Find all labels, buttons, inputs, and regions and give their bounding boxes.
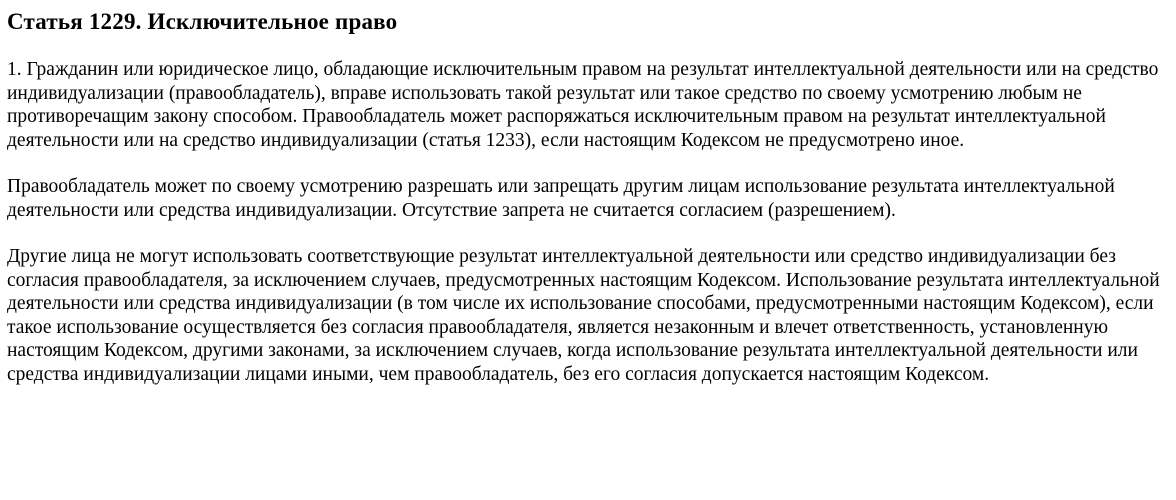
article-paragraph-1: 1. Гражданин или юридическое лицо, обладающие исключительным правом на результат интеллектуальной деятельности или на средство индивидуализации (правообладатель), вправе использовать такой результат или такое средство по своему усмотрению любым не противоречащим закону способом. Правообладатель может распоряжаться исключительным правом на результат интеллектуальной деятельности или на средство индивидуализации (статья 1233), если настоящим Кодексом не предусмотрено иное. — [7, 59, 1159, 151]
article-title: Статья 1229. Исключительное право — [7, 9, 398, 34]
article-paragraph-2: Правообладатель может по своему усмотрению разрешать или запрещать другим лицам использование результата интеллектуальной деятельности или средства индивидуализации. Отсутствие запрета не считается согласием (разрешением). — [7, 176, 1115, 221]
article-paragraph-3: Другие лица не могут использовать соответствующие результат интеллектуальной деятельности или средство индивидуализации без согласия правообладателя, за исключением случаев, предусмотренных настоящим Кодексом. Использование результата интеллектуальной деятельности или средства индивидуализации (в том числе их использование способами, предусмотренными настоящим Кодексом), если такое использование осуществляется без согласия правообладателя, является незаконным и влечет ответственность, установленную настоящим Кодексом, другими законами, за исключением случаев, когда использование результата интеллектуальной деятельности или средства индивидуализации лицами иными, чем правообладатель, без его согласия допускается настоящим Кодексом. — [7, 246, 1160, 385]
